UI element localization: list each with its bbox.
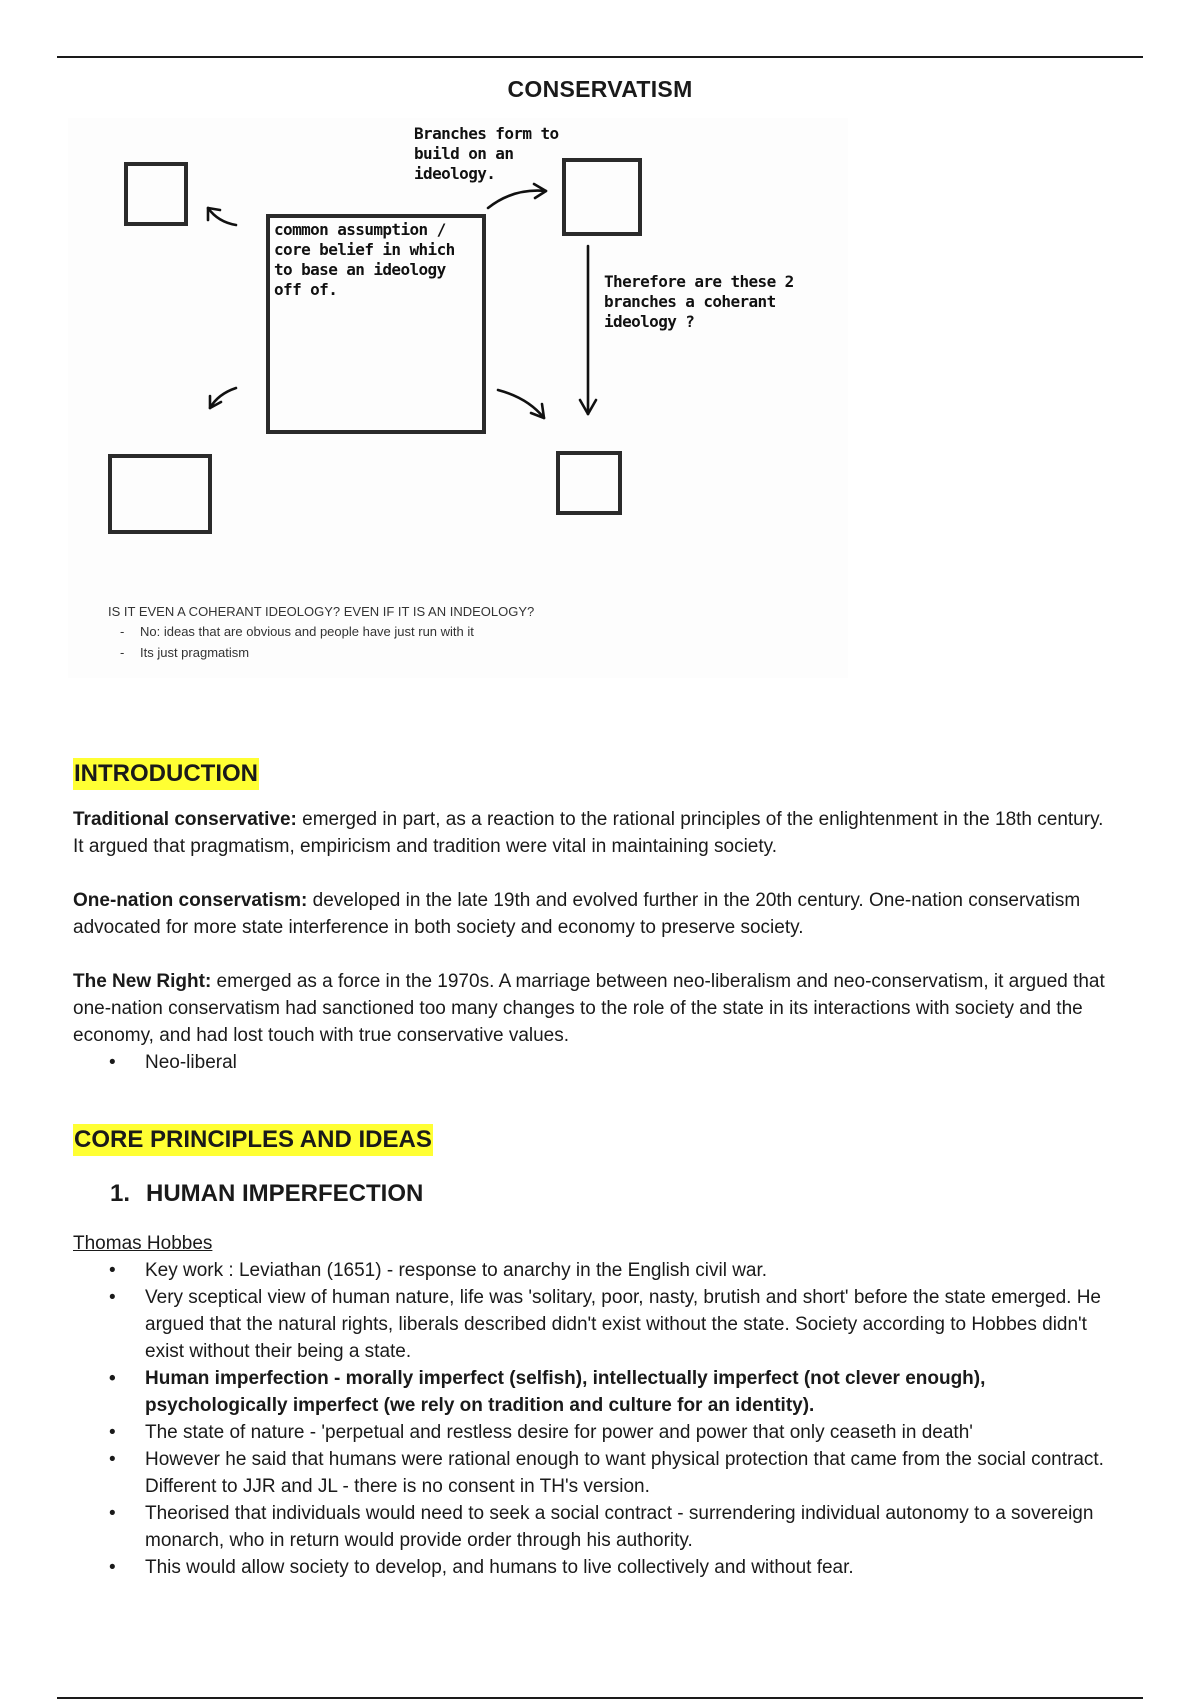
list-item: • This would allow society to develop, and humans to live collectively and without fear. xyxy=(145,1554,1113,1581)
diagram-drawing xyxy=(68,118,848,678)
definition: emerged as a force in the 1970s. A marriage between neo-liberalism and neo-conservatism, it argued that one-nation conservatism had sanctioned too many changes to the role of the state in its interactions with society and the economy, and had lost touch with true conservative values. xyxy=(73,971,1105,1046)
subsection-title: HUMAN IMPERFECTION xyxy=(146,1180,424,1207)
section-heading-introduction: INTRODUCTION xyxy=(73,758,259,790)
paragraph-new-right xyxy=(73,968,1113,1049)
page-title: CONSERVATISM xyxy=(507,76,693,102)
top-rule xyxy=(57,56,1143,58)
box-bottom-right xyxy=(558,453,620,513)
paragraph-one-nation xyxy=(73,887,1113,941)
author-name: Thomas Hobbes xyxy=(73,1233,213,1254)
paragraph-traditional xyxy=(73,806,1113,860)
arrow-to-top-left xyxy=(208,208,236,225)
label-branches: Branches form to build on an ideology. xyxy=(414,124,559,183)
subsection-heading xyxy=(110,1178,1113,1210)
list-item: • The state of nature - 'perpetual and restless desire for power and power that only ceaseth in death' xyxy=(145,1419,1113,1446)
figure-question: IS IT EVEN A COHERANT IDEOLOGY? EVEN IF IT IS AN INDEOLOGY? xyxy=(108,604,535,619)
list-item: • Neo-liberal xyxy=(145,1049,1113,1076)
list-item: • Very sceptical view of human nature, life was 'solitary, poor, nasty, brutish and short' before the state emerged. He argued that the natural rights, liberals described didn't exist without the state. Society according to Hobbes didn't exist without their being a state. xyxy=(145,1284,1113,1365)
box-top-right xyxy=(564,160,640,234)
list-item: • However he said that humans were rational enough to want physical protection that came from the social contract. Different to JJR and JL - there is no consent in TH's version. xyxy=(145,1446,1113,1500)
diagram-figure xyxy=(68,118,848,678)
term: One-nation conservatism: xyxy=(73,890,308,911)
list-item: - Its just pragmatism xyxy=(120,645,474,666)
list-item: - No: ideas that are obvious and people have just run with it xyxy=(120,624,474,645)
hobbes-bullets xyxy=(73,1257,1113,1581)
bottom-rule xyxy=(57,1697,1143,1699)
arrow-to-top-right xyxy=(488,191,546,208)
figure-points xyxy=(120,624,474,666)
list-item: • Human imperfection - morally imperfect (selfish), intellectually imperfect (not clever enough), psychologically imperfect (we rely on tradition and culture for an identity). xyxy=(145,1365,1113,1419)
label-coherent-question: Therefore are these 2 branches a coherant ideology ? xyxy=(604,272,794,331)
term: Traditional conservative: xyxy=(73,809,297,830)
section-heading-core-principles: CORE PRINCIPLES AND IDEAS xyxy=(73,1124,433,1156)
subsection-number: 1. xyxy=(110,1180,131,1207)
arrow-to-bottom-right xyxy=(498,390,544,418)
definition: emerged in part, as a reaction to the rational principles of the enlightenment in the 18th century. It argued that pragmatism, empiricism and tradition were vital in maintaining society. xyxy=(73,809,1104,857)
list-item: • Theorised that individuals would need to seek a social contract - surrendering individual autonomy to a sovereign monarch, who in return would provide order through his authority. xyxy=(145,1500,1113,1554)
list-item: • Key work : Leviathan (1651) - response to anarchy in the English civil war. xyxy=(145,1257,1113,1284)
box-top-left xyxy=(126,164,186,224)
document-body xyxy=(73,758,1113,1581)
definition: developed in the late 19th and evolved further in the 20th century. One-nation conservatism advocated for more state interference in both society and economy to preserve society. xyxy=(73,890,1081,938)
term: The New Right: xyxy=(73,971,212,992)
label-core-belief: common assumption / core belief in which to base an ideology off of. xyxy=(274,220,455,299)
box-bottom-left xyxy=(110,456,210,532)
new-right-bullets xyxy=(73,1049,1113,1076)
